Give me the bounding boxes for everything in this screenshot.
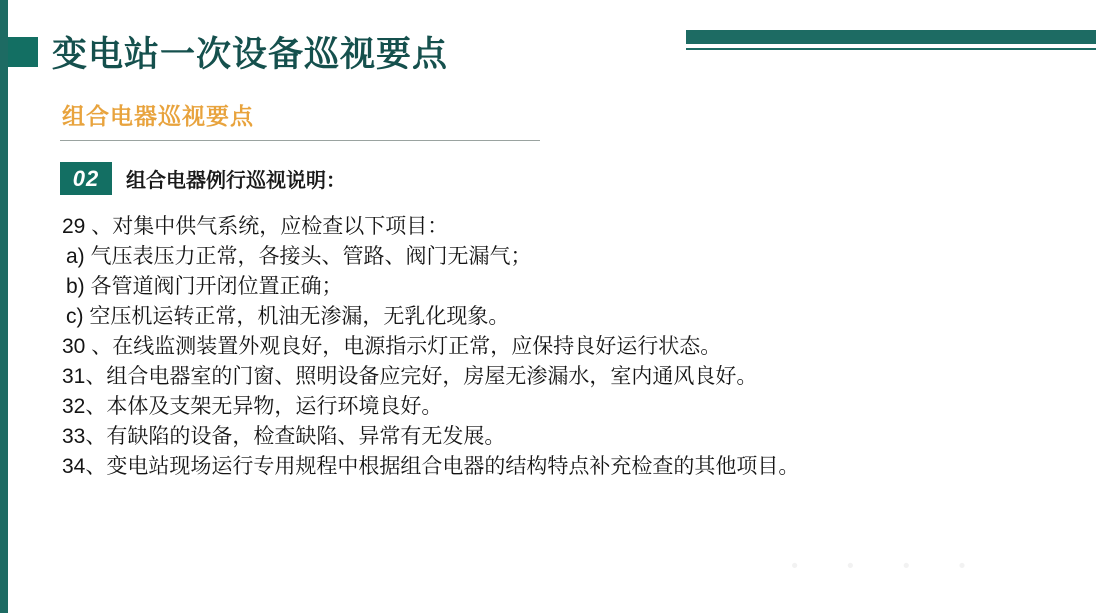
page-header: [0, 26, 448, 78]
section-subtitle: 组合电器巡视要点: [62, 103, 254, 129]
list-item: 32、本体及支架无异物，运行环境良好。: [62, 395, 443, 418]
list-item: 30 、在线监测装置外观良好，电源指示灯正常，应保持良好运行状态。: [62, 335, 722, 358]
left-accent-rail: [0, 0, 8, 613]
section-heading: [60, 162, 346, 195]
list-item: 33、有缺陷的设备，检查缺陷、异常有无发展。: [62, 425, 506, 448]
header-decor-bar: [686, 30, 1096, 44]
status-badge: 02: [60, 162, 112, 195]
watermark: ・ ・ ・ ・: [780, 551, 986, 582]
subtitle-divider: [60, 140, 540, 141]
list-item: 29 、对集中供气系统，应检查以下项目：: [62, 215, 449, 238]
list-item: 31、组合电器室的门窗、照明设备应完好，房屋无渗漏水，室内通风良好。: [62, 365, 758, 388]
body-content: [62, 213, 1062, 483]
list-item: b) 各管道阀门开闭位置正确；: [66, 275, 343, 298]
square-icon: [8, 37, 38, 67]
list-item: 34、变电站现场运行专用规程中根据组合电器的结构特点补充检查的其他项目。: [62, 455, 800, 478]
list-item: a) 气压表压力正常，各接头、管路、阀门无漏气；: [66, 245, 532, 268]
page-title: 变电站一次设备巡视要点: [52, 35, 449, 74]
list-item: c) 空压机运转正常，机油无渗漏，无乳化现象。: [66, 305, 510, 328]
header-decor-line: [686, 48, 1096, 50]
section-heading-label: 组合电器例行巡视说明：: [126, 170, 346, 192]
